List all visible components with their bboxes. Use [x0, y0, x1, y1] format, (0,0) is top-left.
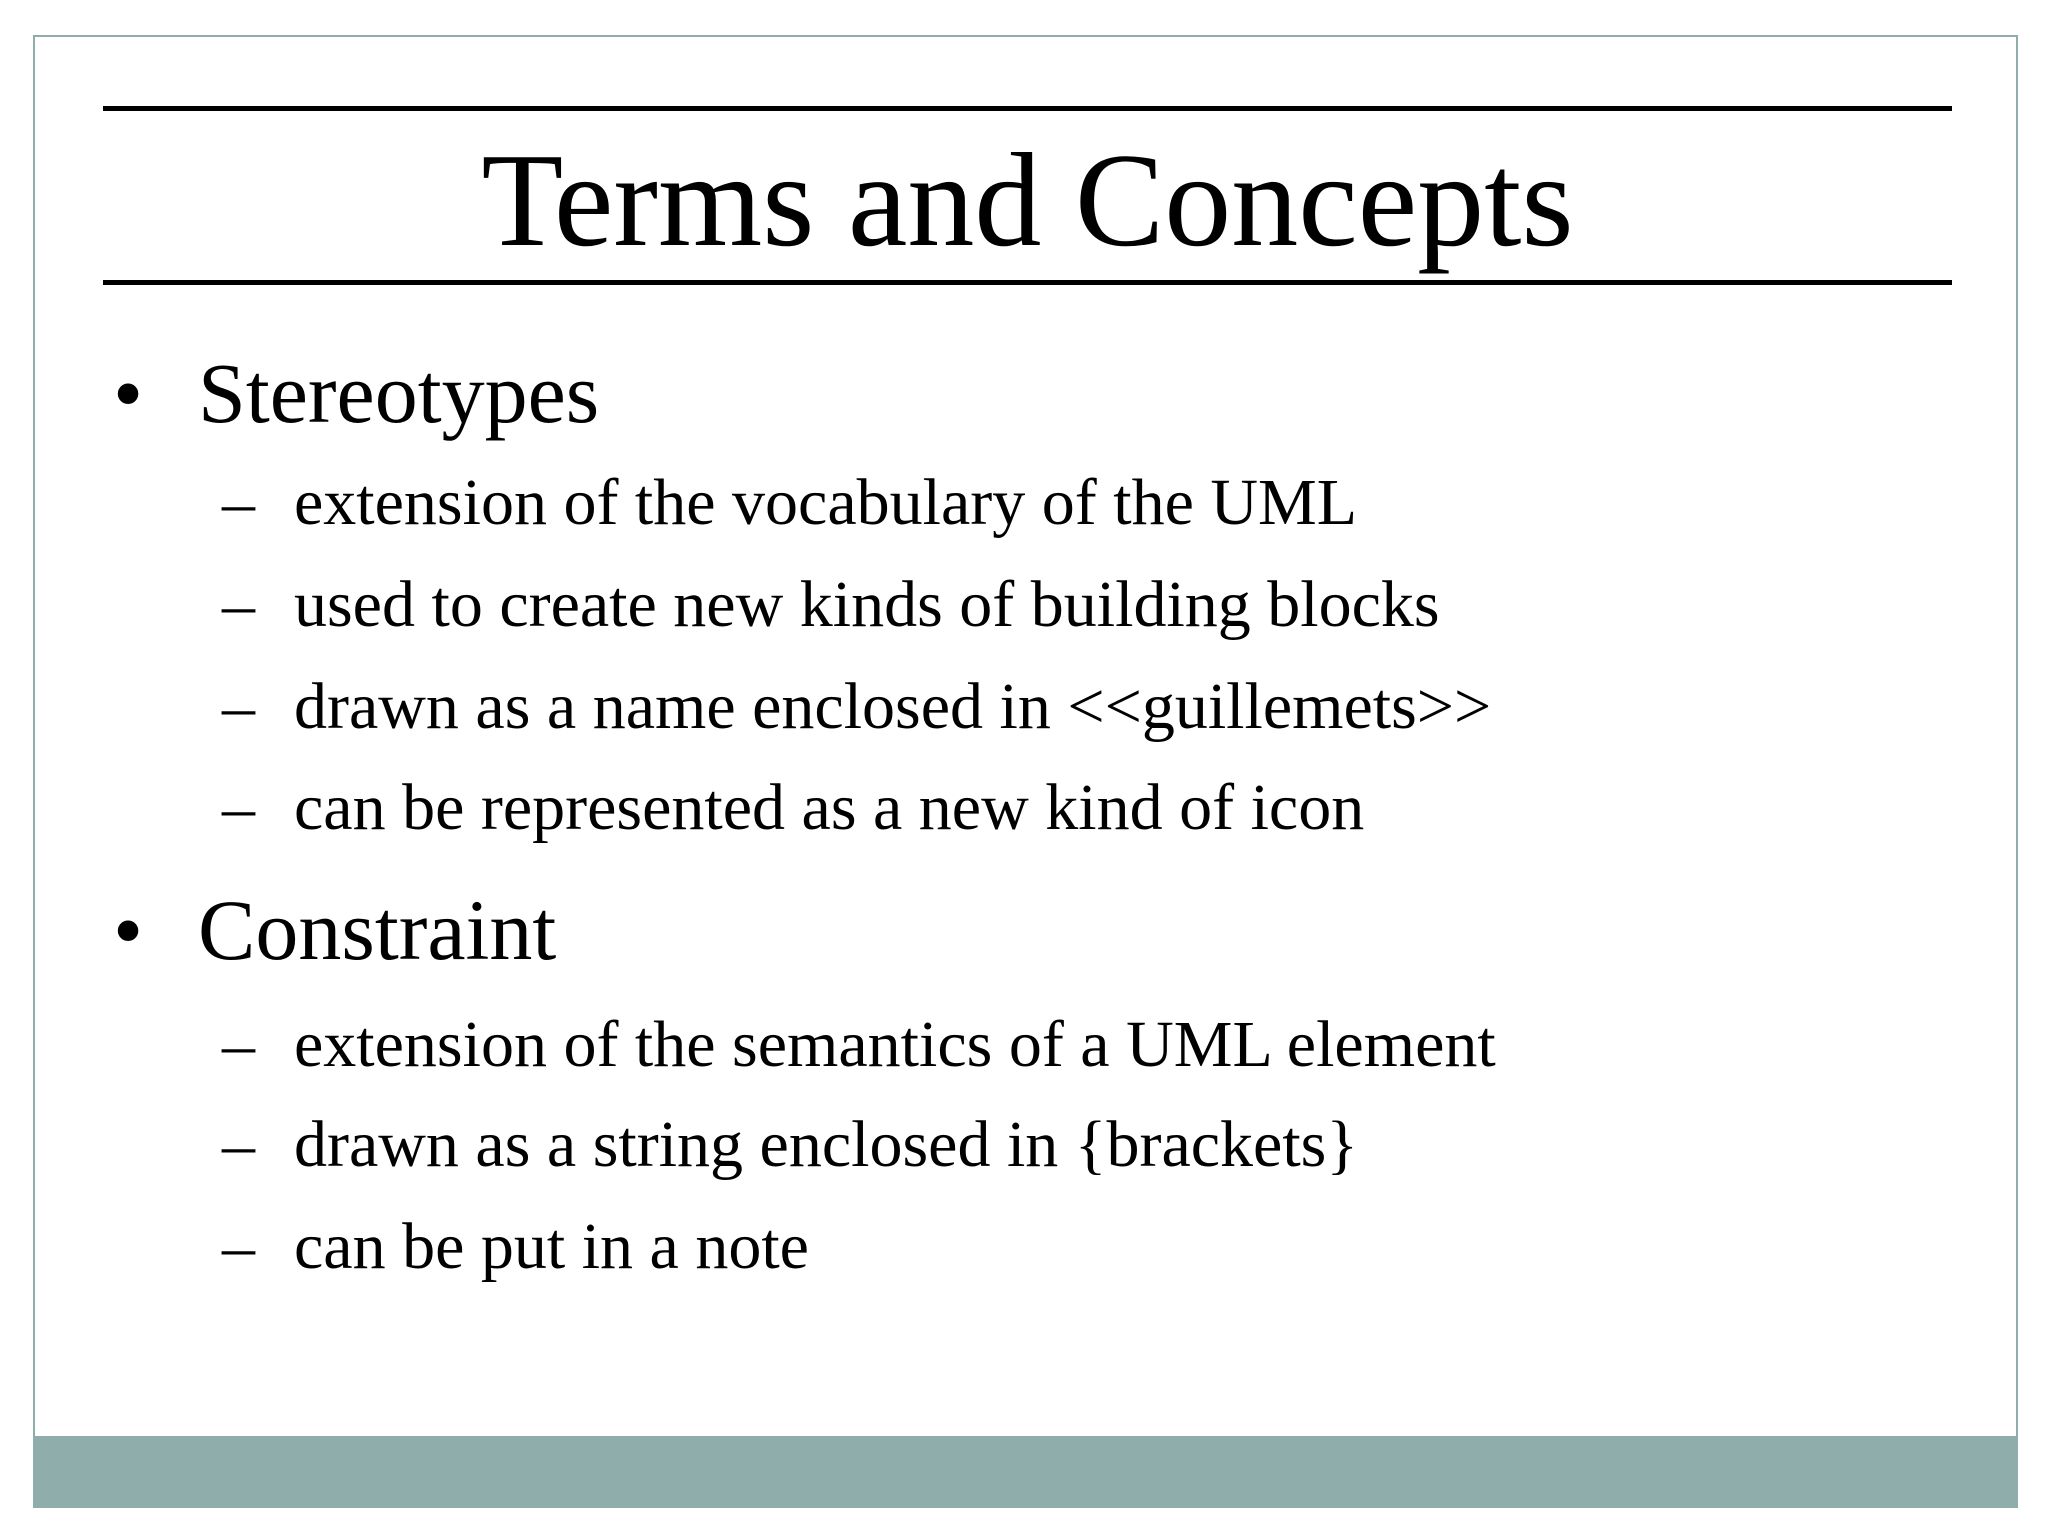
dash-icon: – [222, 1008, 255, 1081]
subitem-text: drawn as a name enclosed in <<guillemets>> [294, 670, 1492, 743]
dash-icon: – [222, 1210, 255, 1283]
bullet-icon: • [112, 882, 144, 978]
bullet-icon: • [112, 345, 144, 441]
bullet-label: Constraint [198, 882, 557, 978]
title-bottom-rule [103, 280, 1952, 285]
title-top-rule [103, 106, 1952, 111]
bullet-label: Stereotypes [198, 345, 600, 441]
subitem-text: extension of the semantics of a UML element [294, 1008, 1496, 1081]
dash-icon: – [222, 771, 255, 844]
footer-bar [33, 1436, 2018, 1508]
subitem-text: can be put in a note [294, 1210, 809, 1283]
subitem-text: drawn as a string enclosed in {brackets} [294, 1108, 1359, 1181]
dash-icon: – [222, 568, 255, 641]
dash-icon: – [222, 466, 255, 539]
subitem-text: can be represented as a new kind of icon [294, 771, 1365, 844]
dash-icon: – [222, 1108, 255, 1181]
dash-icon: – [222, 670, 255, 743]
subitem-text: used to create new kinds of building blocks [294, 568, 1440, 641]
subitem-text: extension of the vocabulary of the UML [294, 466, 1358, 539]
slide-title: Terms and Concepts [481, 126, 1574, 274]
